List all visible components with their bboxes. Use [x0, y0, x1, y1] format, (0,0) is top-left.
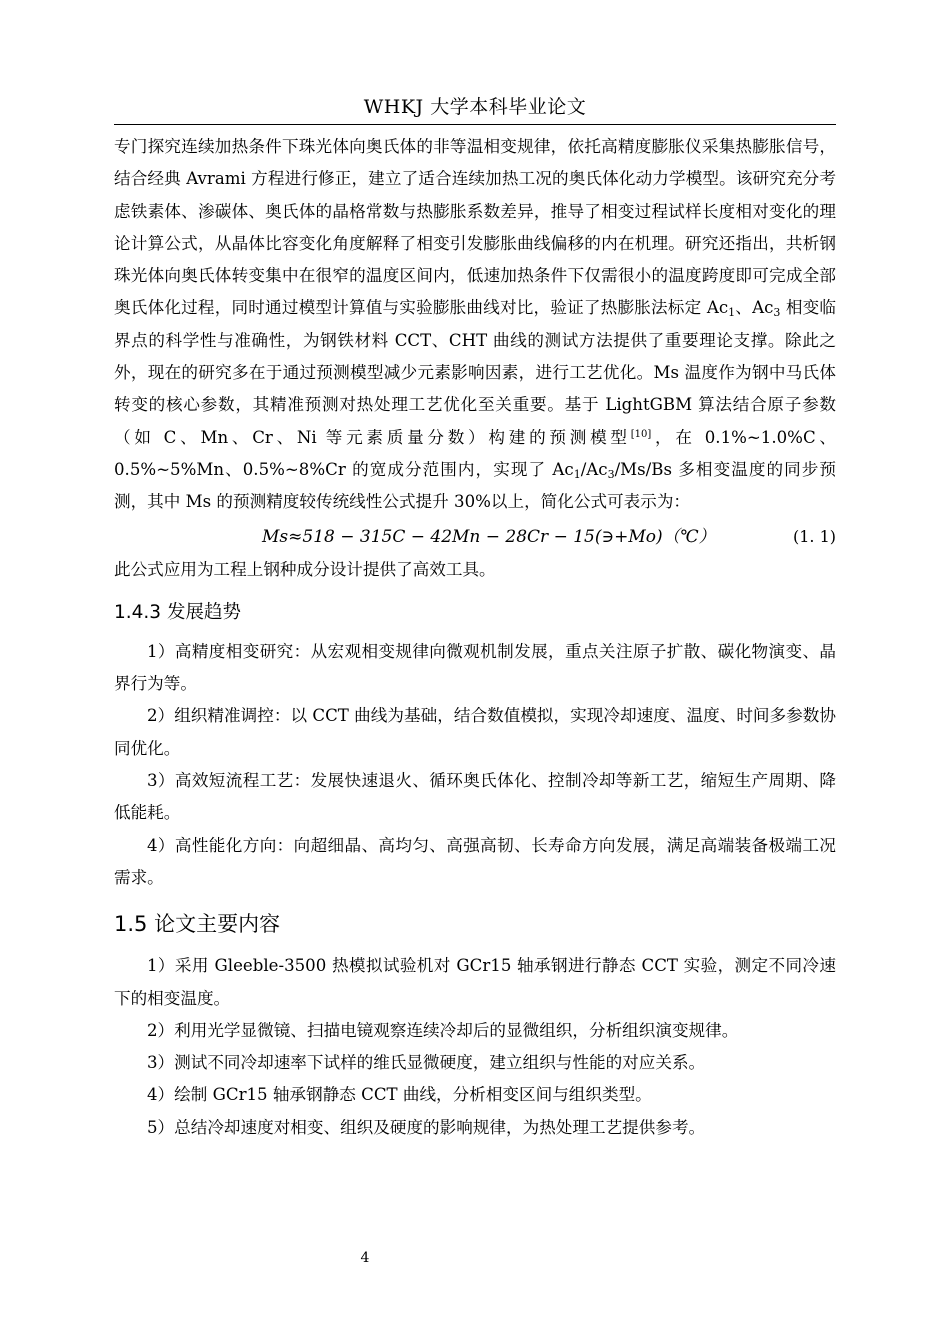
paragraph-avrami-model: 专门探究连续加热条件下珠光体向奥氏体的非等温相变规律，依托高精度膨胀仪采集热膨胀信号，结合经典 Avrami 方程进行修正，建立了适合连续加热工况的奥氏体化动力学模型。该研究充分考虑铁素体、渗碳体、奥氏体的晶格常数与热膨胀系数差异，推导了相变过程试样长度相对变化的理论计算公式，从晶体比容变化角度解释了相变引发膨胀曲线偏移的内在机理。研究还指出，共析钢珠光体向奥氏体转变集中在很窄的温度区间内，低速加热条件下仅需很小的温度跨度即可完成全部奥氏体化过程，同时通过模型计算值与实验膨胀曲线对比，验证了热膨胀法标定 $Ac_1$、$Ac_3$ 相变临界点的科学性与准确性，为钢铁材料 CCT、CHT 曲线的测试方法提供了重要理论支撑。除此之外，现在的研究多在于通过预测模型减少元素影响因素，进行工艺优化。Ms 温度作为钢中马氏体转变的核心参数，其精准预测对热处理工艺优化至关重要。基于 LightGBM 算法结合原子参数（如 C、Mn、Cr、Ni 等元素质量分数）构建的预测模型[10]，在 0.1%~1.0%C、0.5%~5%Mn、0.5%~8%Cr 的宽成分范围内，实现了 $Ac_1/Ac_3/Ms/Bs$ 多相变温度的同步预测，其中 Ms 的预测精度较传统线性公式提升 30%以上，简化公式可表示为： — [114, 137, 836, 512]
section-heading-1-4-3: 1.4.3 发展趋势 — [114, 601, 241, 623]
header-rule — [114, 124, 836, 125]
citation-ref: [10] — [630, 428, 652, 440]
list-item: 1）采用 Gleeble-3500 热模拟试验机对 GCr15 轴承钢进行静态 CCT 实验，测定不同冷速下的相变温度。 — [114, 956, 836, 1008]
page-header-title: WHKJ 大学本科毕业论文 — [363, 96, 587, 118]
subscript: 3 — [607, 467, 615, 481]
subscript: 3 — [773, 306, 781, 320]
equation-ms — [114, 520, 836, 554]
list-item: 2）利用光学显微镜、扫描电镜观察连续冷却后的显微组织，分析组织演变规律。 — [147, 1020, 739, 1040]
equation-number: (1. 1) — [792, 526, 836, 546]
page-body — [114, 131, 836, 1144]
subscript: 1 — [573, 467, 581, 481]
section-heading-1-5: 1.5 论文主要内容 — [114, 912, 281, 937]
subscript: 1 — [728, 306, 736, 320]
page-number: 4 — [360, 1250, 370, 1266]
equation-formula: Ms≈518 − 315C − 42Mn − 28Cr − 15(∋+Mo)（℃） — [262, 526, 716, 547]
list-item: 3）高效短流程工艺：发展快速退火、循环奥氏体化、控制冷却等新工艺，缩短生产周期、降低能耗。 — [114, 771, 836, 823]
list-item: 3）测试不同冷却速率下试样的维氏显微硬度，建立组织与性能的对应关系。 — [147, 1053, 706, 1073]
list-item: 2）组织精准调控：以 CCT 曲线为基础，结合数值模拟，实现冷却速度、温度、时间多参数协同优化。 — [114, 706, 836, 758]
list-item: 4）高性能化方向：向超细晶、高均匀、高强高韧、长寿命方向发展，满足高端装备极端工况需求。 — [114, 835, 836, 887]
list-item: 5）总结冷却速度对相变、组织及硬度的影响规律，为热处理工艺提供参考。 — [147, 1117, 706, 1137]
list-item: 1）高精度相变研究：从宏观相变规律向微观机制发展，重点关注原子扩散、碳化物演变、晶界行为等。 — [114, 641, 836, 694]
list-item: 4）绘制 GCr15 轴承钢静态 CCT 曲线，分析相变区间与组织类型。 — [147, 1085, 652, 1105]
paragraph-formula-usage: 此公式应用为工程上钢种成分设计提供了高效工具。 — [114, 559, 496, 579]
